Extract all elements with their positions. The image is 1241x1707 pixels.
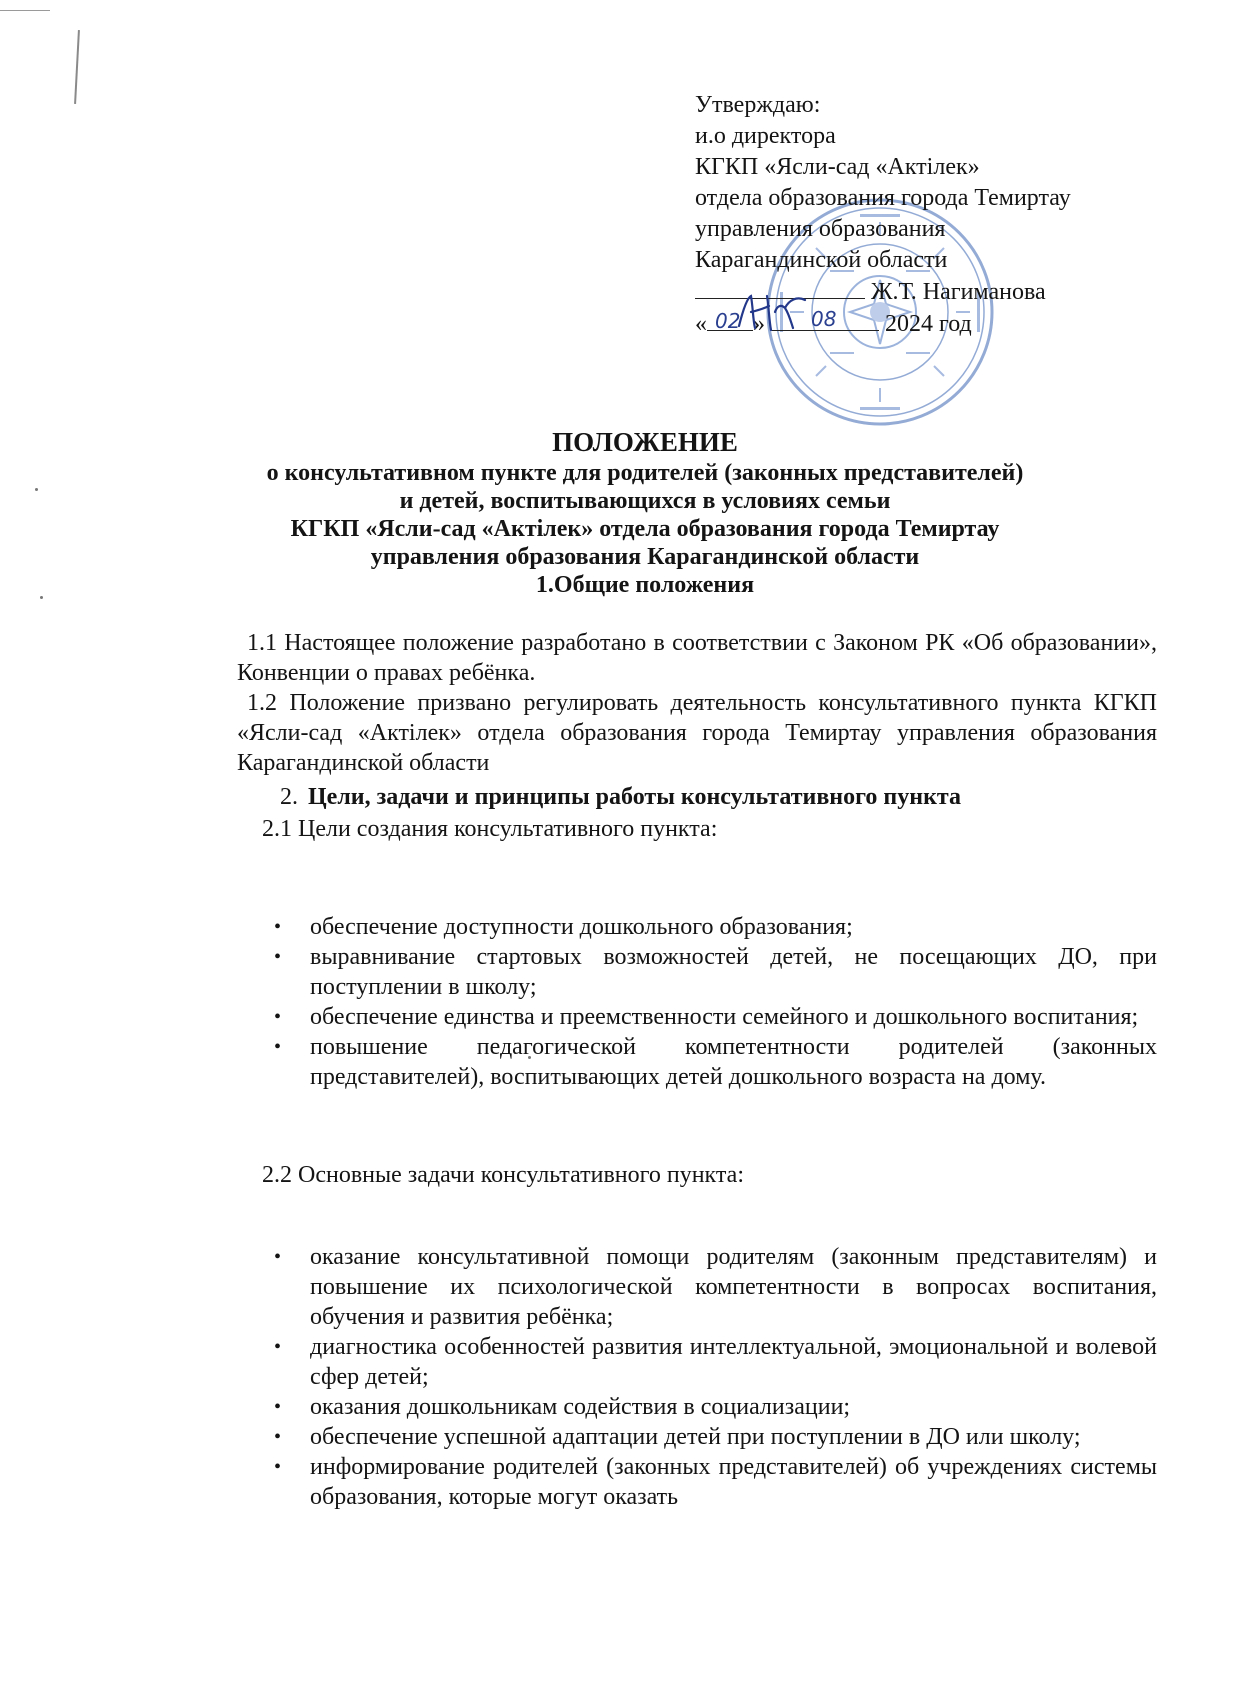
section2-heading [280,784,961,811]
section1-text [237,628,1157,778]
list-item: • выравнивание стартовых возможностей детей, не посещающих ДО, при поступлении в школу; [270,942,1157,1002]
goals-label: 2.1 Цели создания консультативного пункта: [262,816,718,842]
approval-line: КГКП «Ясли-сад «Актілек» [695,154,980,180]
section2-number: 2. [280,784,298,810]
list-item: • повышение педагогической компетентности родителей (законных представителей), воспитывающих детей дошкольного возраста на дому. [270,1032,1157,1092]
tasks-list [270,1242,1157,1512]
list-item: • обеспечение доступности дошкольного образования; [270,912,1157,942]
date-year: 2024 год [885,311,972,337]
title-line: о консультативном пункте для родителей (законных представителей) [266,460,1024,486]
approval-line: Утверждаю: [695,92,821,118]
list-item: • информирование родителей (законных представителей) об учреждениях системы образования, которые могут оказать [270,1452,1157,1512]
date-day-handwritten: 02 [715,309,741,333]
title-line: управления образования Карагандинской области [370,544,920,570]
list-item: • оказания дошкольникам содействия в социализации; [270,1392,1157,1422]
scan-artifact-mark [74,30,80,104]
scan-speck [40,596,43,599]
list-item: • обеспечение единства и преемственности семейного и дошкольного воспитания; [270,1002,1157,1032]
date-month-handwritten: 08 [811,307,837,331]
goals-list [270,912,1157,1092]
date-close-quote: » [753,311,765,337]
section2-title: Цели, задачи и принципы работы консультативного пункта [308,784,961,810]
title-line: КГКП «Ясли-сад «Актілек» отдела образования города Темиртау [290,516,1000,542]
document-title: ПОЛОЖЕНИЕ [552,427,738,457]
list-item: • оказание консультативной помощи родителям (законным представителям) и повышение их психологической компетентности в вопросах воспитания, обучения и развития ребёнка; [270,1242,1157,1332]
handwritten-signature [733,290,813,336]
approval-line: отдела образования города Темиртау [695,185,1071,211]
list-item: • обеспечение успешной адаптации детей при поступлении в ДО или школу; [270,1422,1157,1452]
paragraph-1-1: 1.1 Настоящее положение разработано в соответствии с Законом РК «Об образовании», Конвенции о правах ребёнка. [237,630,1157,686]
list-item: • диагностика особенностей развития интеллектуальной, эмоциональной и волевой сфер детей; [270,1332,1157,1392]
signer-name: Ж.Т. Нагиманова [871,279,1046,305]
approval-line: и.о директора [695,123,836,149]
title-line: и детей, воспитывающихся в условиях семьи [399,488,891,514]
approval-line: управления образования [695,216,946,242]
tasks-label: 2.2 Основные задачи консультативного пункта: [262,1162,745,1188]
document-title-block [215,425,1075,599]
scan-speck [35,488,38,491]
date-open-quote: « [695,311,707,337]
section1-heading: 1.Общие положения [535,572,755,598]
approval-line: Карагандинской области [695,247,948,273]
scan-artifact-line [0,10,50,11]
paragraph-1-2: 1.2 Положение призвано регулировать деятельность консультативного пункта КГКП «Ясли-сад «Актілек» отдела образования города Темиртау управления образования Карагандинской области [237,690,1157,776]
